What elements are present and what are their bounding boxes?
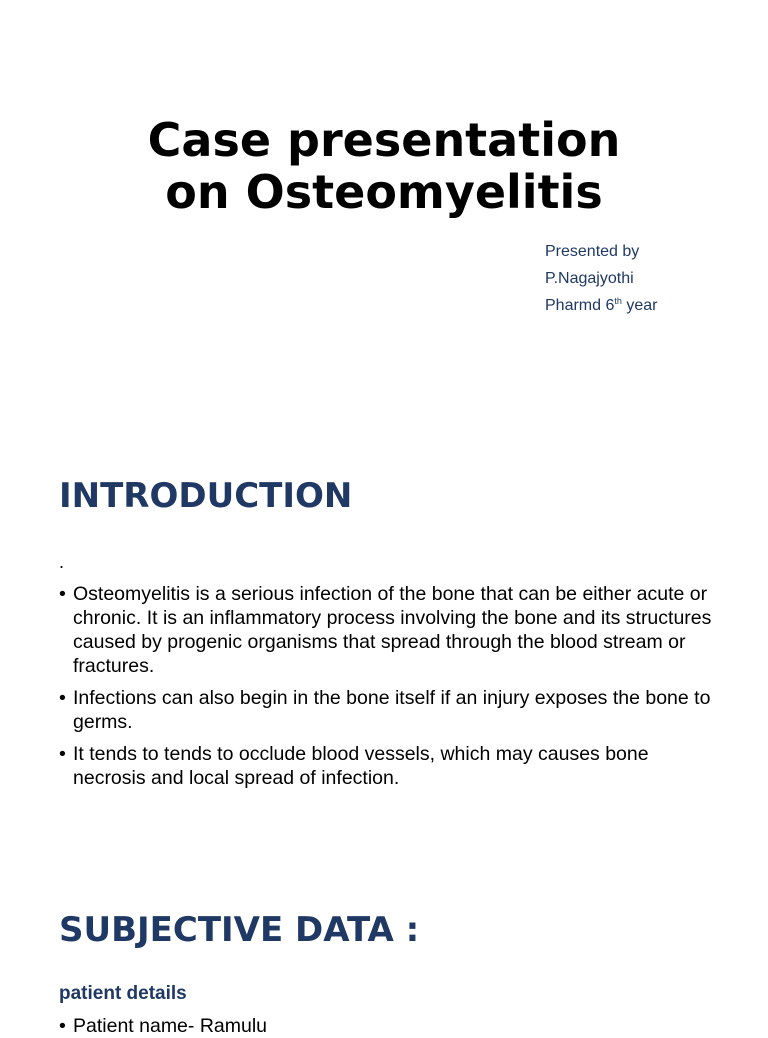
subjective-data-slide xyxy=(0,870,768,1037)
list-item xyxy=(59,1014,267,1038)
presenter-info xyxy=(545,238,657,319)
bullet-text: Patient name- Ramulu xyxy=(73,1015,268,1037)
title-line-1: Case presentation xyxy=(147,113,621,167)
bullet-icon: • xyxy=(59,743,66,765)
presented-by-label: Presented by xyxy=(545,243,640,260)
title-slide xyxy=(0,0,768,430)
presenter-name: P.Nagajyothi xyxy=(545,270,634,287)
bullet-text: It tends to tends to occlude blood vessels, which may causes bone necrosis and local spread of infection. xyxy=(73,743,649,789)
stray-dot: . xyxy=(59,552,65,572)
presentation-title xyxy=(0,114,768,218)
title-line-2: on Osteomyelitis xyxy=(165,165,603,219)
introduction-heading: INTRODUCTION xyxy=(59,476,353,516)
bullet-text: Infections can also begin in the bone itself if an injury exposes the bone to germs. xyxy=(73,687,711,733)
bullet-icon: • xyxy=(59,687,66,709)
patient-details-subheading: patient details xyxy=(59,983,187,1004)
introduction-slide xyxy=(0,430,768,870)
bullet-text: Osteomyelitis is a serious infection of the bone that can be either acute or chronic. It is an inflammatory process involving the bone and its structures caused by progenic organisms that spread through the blood stream or fractures. xyxy=(73,583,712,677)
list-item xyxy=(59,582,719,678)
subjective-data-heading: SUBJECTIVE DATA : xyxy=(59,910,420,950)
list-item xyxy=(59,742,719,790)
bullet-icon: • xyxy=(59,1015,66,1037)
list-item xyxy=(59,686,719,734)
introduction-bullet-list xyxy=(59,582,719,798)
presenter-course: Pharmd 6th year xyxy=(545,296,658,314)
bullet-icon: • xyxy=(59,583,66,605)
